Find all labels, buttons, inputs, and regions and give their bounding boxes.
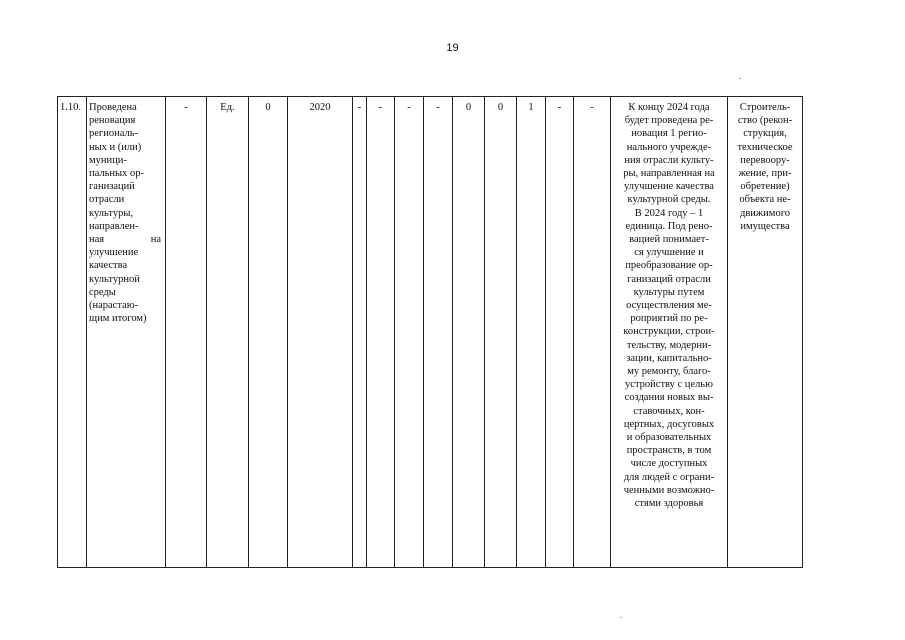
description-line: и образовательных — [626, 432, 712, 444]
description-line: роприятий по ре- — [630, 313, 708, 325]
description-line: К концу 2024 года — [628, 102, 710, 113]
description-line: стями здоровья — [634, 498, 704, 510]
description-line: числе доступных — [630, 458, 708, 470]
cell-col14: - — [546, 97, 574, 568]
page-number: 19 — [446, 42, 459, 54]
indicator-name-cell — [87, 97, 166, 568]
description-line: ставочных, кон- — [633, 405, 705, 417]
result-line: имущества — [740, 220, 790, 232]
description-line: конструкции, строи- — [623, 326, 715, 338]
description-line: ченными возможно- — [623, 484, 715, 496]
description-line: вацией понимает- — [629, 234, 709, 246]
result-line: техническое — [737, 141, 793, 153]
result-line: жение, при- — [738, 168, 792, 180]
result-line: обретение) — [740, 181, 790, 193]
description-line: будет проведена ре- — [624, 115, 714, 127]
description-line: новация 1 регио- — [631, 128, 707, 140]
description-line: культуры путем — [633, 286, 705, 298]
indicator-name-line: щим итогом) — [89, 313, 147, 325]
indicator-name-line: ганизаций — [89, 181, 135, 193]
description-line: тельству, модерни- — [626, 339, 712, 351]
scan-speck — [620, 617, 622, 618]
base-value-cell: 0 — [249, 97, 288, 568]
description-line: культурной среды. — [627, 194, 711, 206]
description-line: для людей с ограни- — [623, 471, 715, 483]
table-row — [58, 97, 803, 568]
indicator-name-line: улучшение — [89, 247, 139, 259]
cell-col13: 1 — [517, 97, 546, 568]
description-line: му ремонту, благо- — [627, 366, 711, 378]
indicator-name-line: реновация — [89, 115, 136, 127]
row-number-cell: 1.10. — [58, 97, 87, 568]
result-line: объекта не- — [739, 194, 791, 206]
description-line: ры, направленная на — [623, 168, 715, 180]
indicator-name-line: Проведена — [89, 102, 137, 113]
description-line: зации, капитально- — [626, 352, 712, 364]
cell-col9: - — [395, 97, 424, 568]
description-line: улучшение качества — [624, 181, 714, 193]
indicator-name-line: направлен- — [89, 220, 139, 232]
indicator-name-line: ных и (или) — [89, 141, 142, 153]
indicator-name-line: культуры, — [89, 207, 133, 219]
description-line: ганизаций отрасли — [627, 273, 711, 285]
indicator-name-line — [89, 233, 163, 246]
description-line: В 2024 году – 1 — [634, 207, 704, 219]
description-line: устройству с целью — [625, 379, 713, 391]
cell-col11: 0 — [453, 97, 485, 568]
indicator-name-line: культурной — [89, 273, 140, 285]
result-line: движимого — [740, 207, 790, 219]
indicator-name-line: качества — [89, 260, 128, 272]
result-cell — [728, 97, 803, 568]
result-line: перевоору- — [740, 154, 790, 166]
description-line: нального учрежде- — [626, 141, 712, 153]
result-line: Строитель- — [739, 102, 791, 113]
indicator-name-line: среды — [89, 286, 116, 298]
indicator-name-line-part: на — [150, 234, 161, 246]
cell-col10: - — [424, 97, 453, 568]
result-line: струкция, — [743, 128, 787, 140]
cell-col12: 0 — [485, 97, 517, 568]
cell-col3: - — [166, 97, 207, 568]
description-line: цертных, досуговых — [623, 418, 715, 430]
description-line: ся улучшение и — [634, 247, 704, 259]
description-line: ния отрасли культу- — [624, 154, 714, 166]
description-cell — [611, 97, 728, 568]
indicator-name-line: (нарастаю- — [89, 300, 139, 312]
unit-cell: Ед. — [207, 97, 249, 568]
result-line: ство (рекон- — [737, 115, 793, 127]
description-line: осуществления ме- — [626, 300, 712, 312]
cell-col15: - — [574, 97, 611, 568]
description-line: единица. Под рено- — [625, 220, 713, 232]
cell-col7: - — [353, 97, 367, 568]
description-line: пространств, в том — [626, 445, 712, 457]
description-line: преобразование ор- — [625, 260, 713, 272]
indicator-name-line: региональ- — [89, 128, 138, 140]
indicator-name-line-part: ная — [89, 234, 105, 246]
indicator-table — [57, 96, 803, 568]
base-year-cell: 2020 — [288, 97, 353, 568]
indicator-name-line: отрасли — [89, 194, 125, 206]
description-line: создания новых вы- — [624, 392, 714, 404]
indicator-name-line: пальных ор- — [89, 168, 144, 180]
indicator-name-line: муници- — [89, 154, 127, 166]
cell-col8: - — [367, 97, 395, 568]
scan-speck — [739, 78, 741, 79]
